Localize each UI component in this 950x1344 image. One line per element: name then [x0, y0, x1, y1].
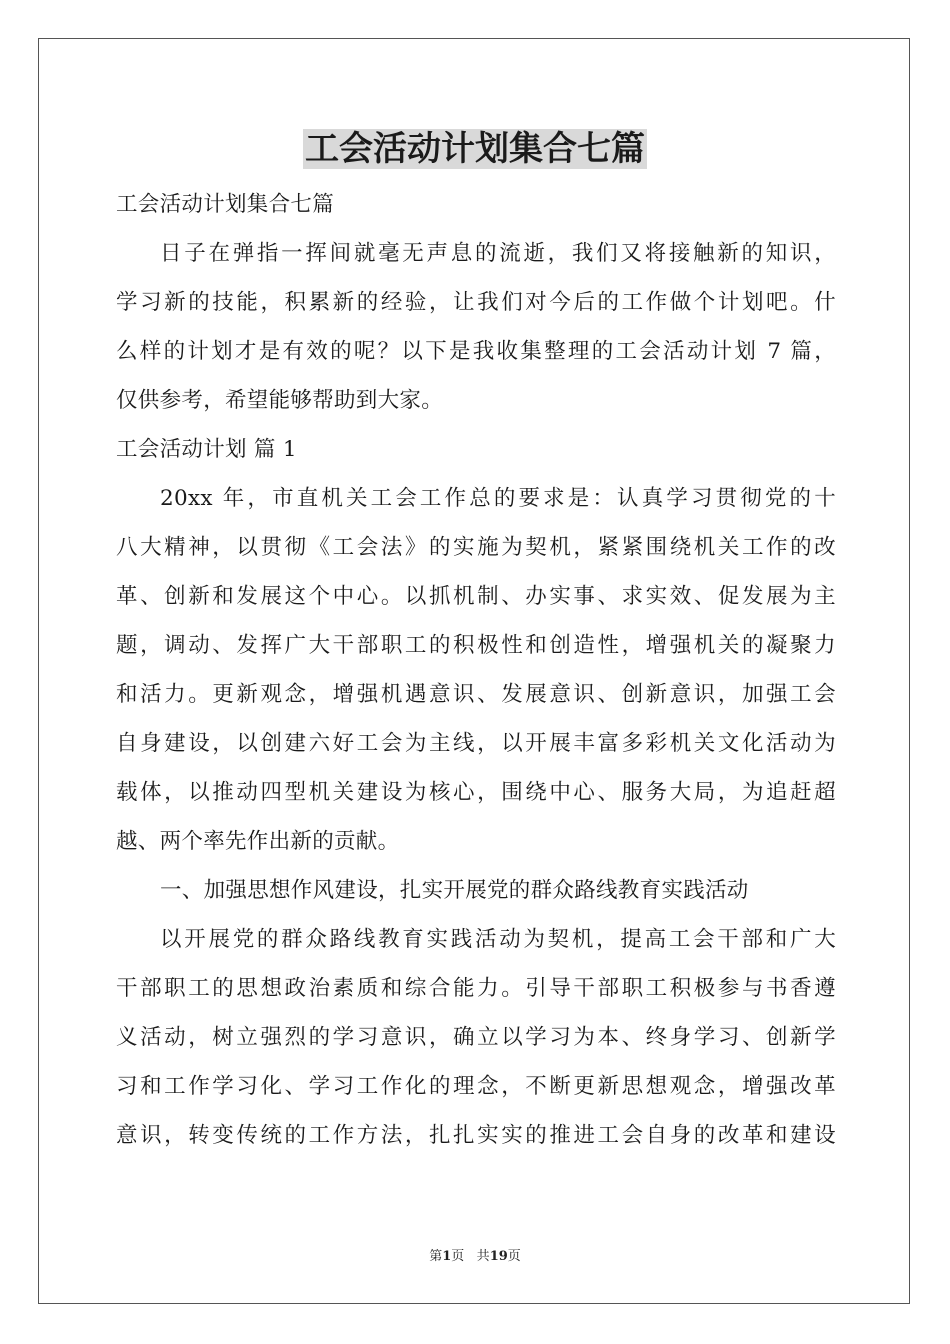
document-title [0, 125, 950, 173]
body-line: 以开展党的群众路线教育实践活动为契机，提高工会干部和广大 [160, 927, 836, 952]
body-line: 越、两个率先作出新的贡献。 [116, 829, 400, 854]
page-suffix: 页 [451, 1249, 465, 1264]
page-current: 1 [442, 1249, 452, 1264]
body-line: 和活力。更新观念，增强机遇意识、发展意识、创新意识，加强工会 [116, 682, 836, 707]
body-line: 八大精神，以贯彻《工会法》的实施为契机，紧紧围绕机关工作的改 [116, 535, 836, 560]
subsection-heading: 一、加强思想作风建设，扎实开展党的群众路线教育实践活动 [160, 878, 749, 903]
total-prefix: 共 [476, 1249, 490, 1264]
intro-line: 仅供参考，希望能够帮助到大家。 [116, 388, 444, 413]
document-body [116, 180, 836, 1160]
document-title-text: 工会活动计划集合七篇 [305, 129, 645, 169]
body-line: 义活动，树立强烈的学习意识，确立以学习为本、终身学习、创新学 [116, 1025, 836, 1050]
intro-line: 学习新的技能，积累新的经验，让我们对今后的工作做个计划吧。什 [116, 290, 836, 315]
body-line: 习和工作学习化、学习工作化的理念，不断更新思想观念，增强改革 [116, 1074, 836, 1099]
total-suffix: 页 [507, 1249, 521, 1264]
page-prefix: 第 [429, 1249, 443, 1264]
body-line: 革、创新和发展这个中心。以抓机制、办实事、求实效、促发展为主 [116, 584, 836, 609]
subtitle-line: 工会活动计划集合七篇 [116, 192, 335, 217]
intro-line: 么样的计划才是有效的呢？以下是我收集整理的工会活动计划 7 篇， [116, 339, 836, 364]
body-line: 意识，转变传统的工作方法，扎扎实实的推进工会自身的改革和建设 [116, 1123, 836, 1148]
page-total: 19 [489, 1249, 508, 1264]
body-line: 载体，以推动四型机关建设为核心，围绕中心、服务大局，为追赶超 [116, 780, 836, 805]
body-line: 干部职工的思想政治素质和综合能力。引导干部职工积极参与书香遵 [116, 976, 836, 1001]
section-heading: 工会活动计划 篇 1 [116, 437, 297, 462]
body-line: 自身建设，以创建六好工会为主线，以开展丰富多彩机关文化活动为 [116, 731, 836, 756]
body-line: 题，调动、发挥广大干部职工的积极性和创造性，增强机关的凝聚力 [116, 633, 836, 658]
page-footer [0, 1248, 950, 1266]
body-line: 20xx 年，市直机关工会工作总的要求是：认真学习贯彻党的十 [160, 486, 836, 511]
intro-line: 日子在弹指一挥间就毫无声息的流逝，我们又将接触新的知识， [160, 241, 836, 266]
